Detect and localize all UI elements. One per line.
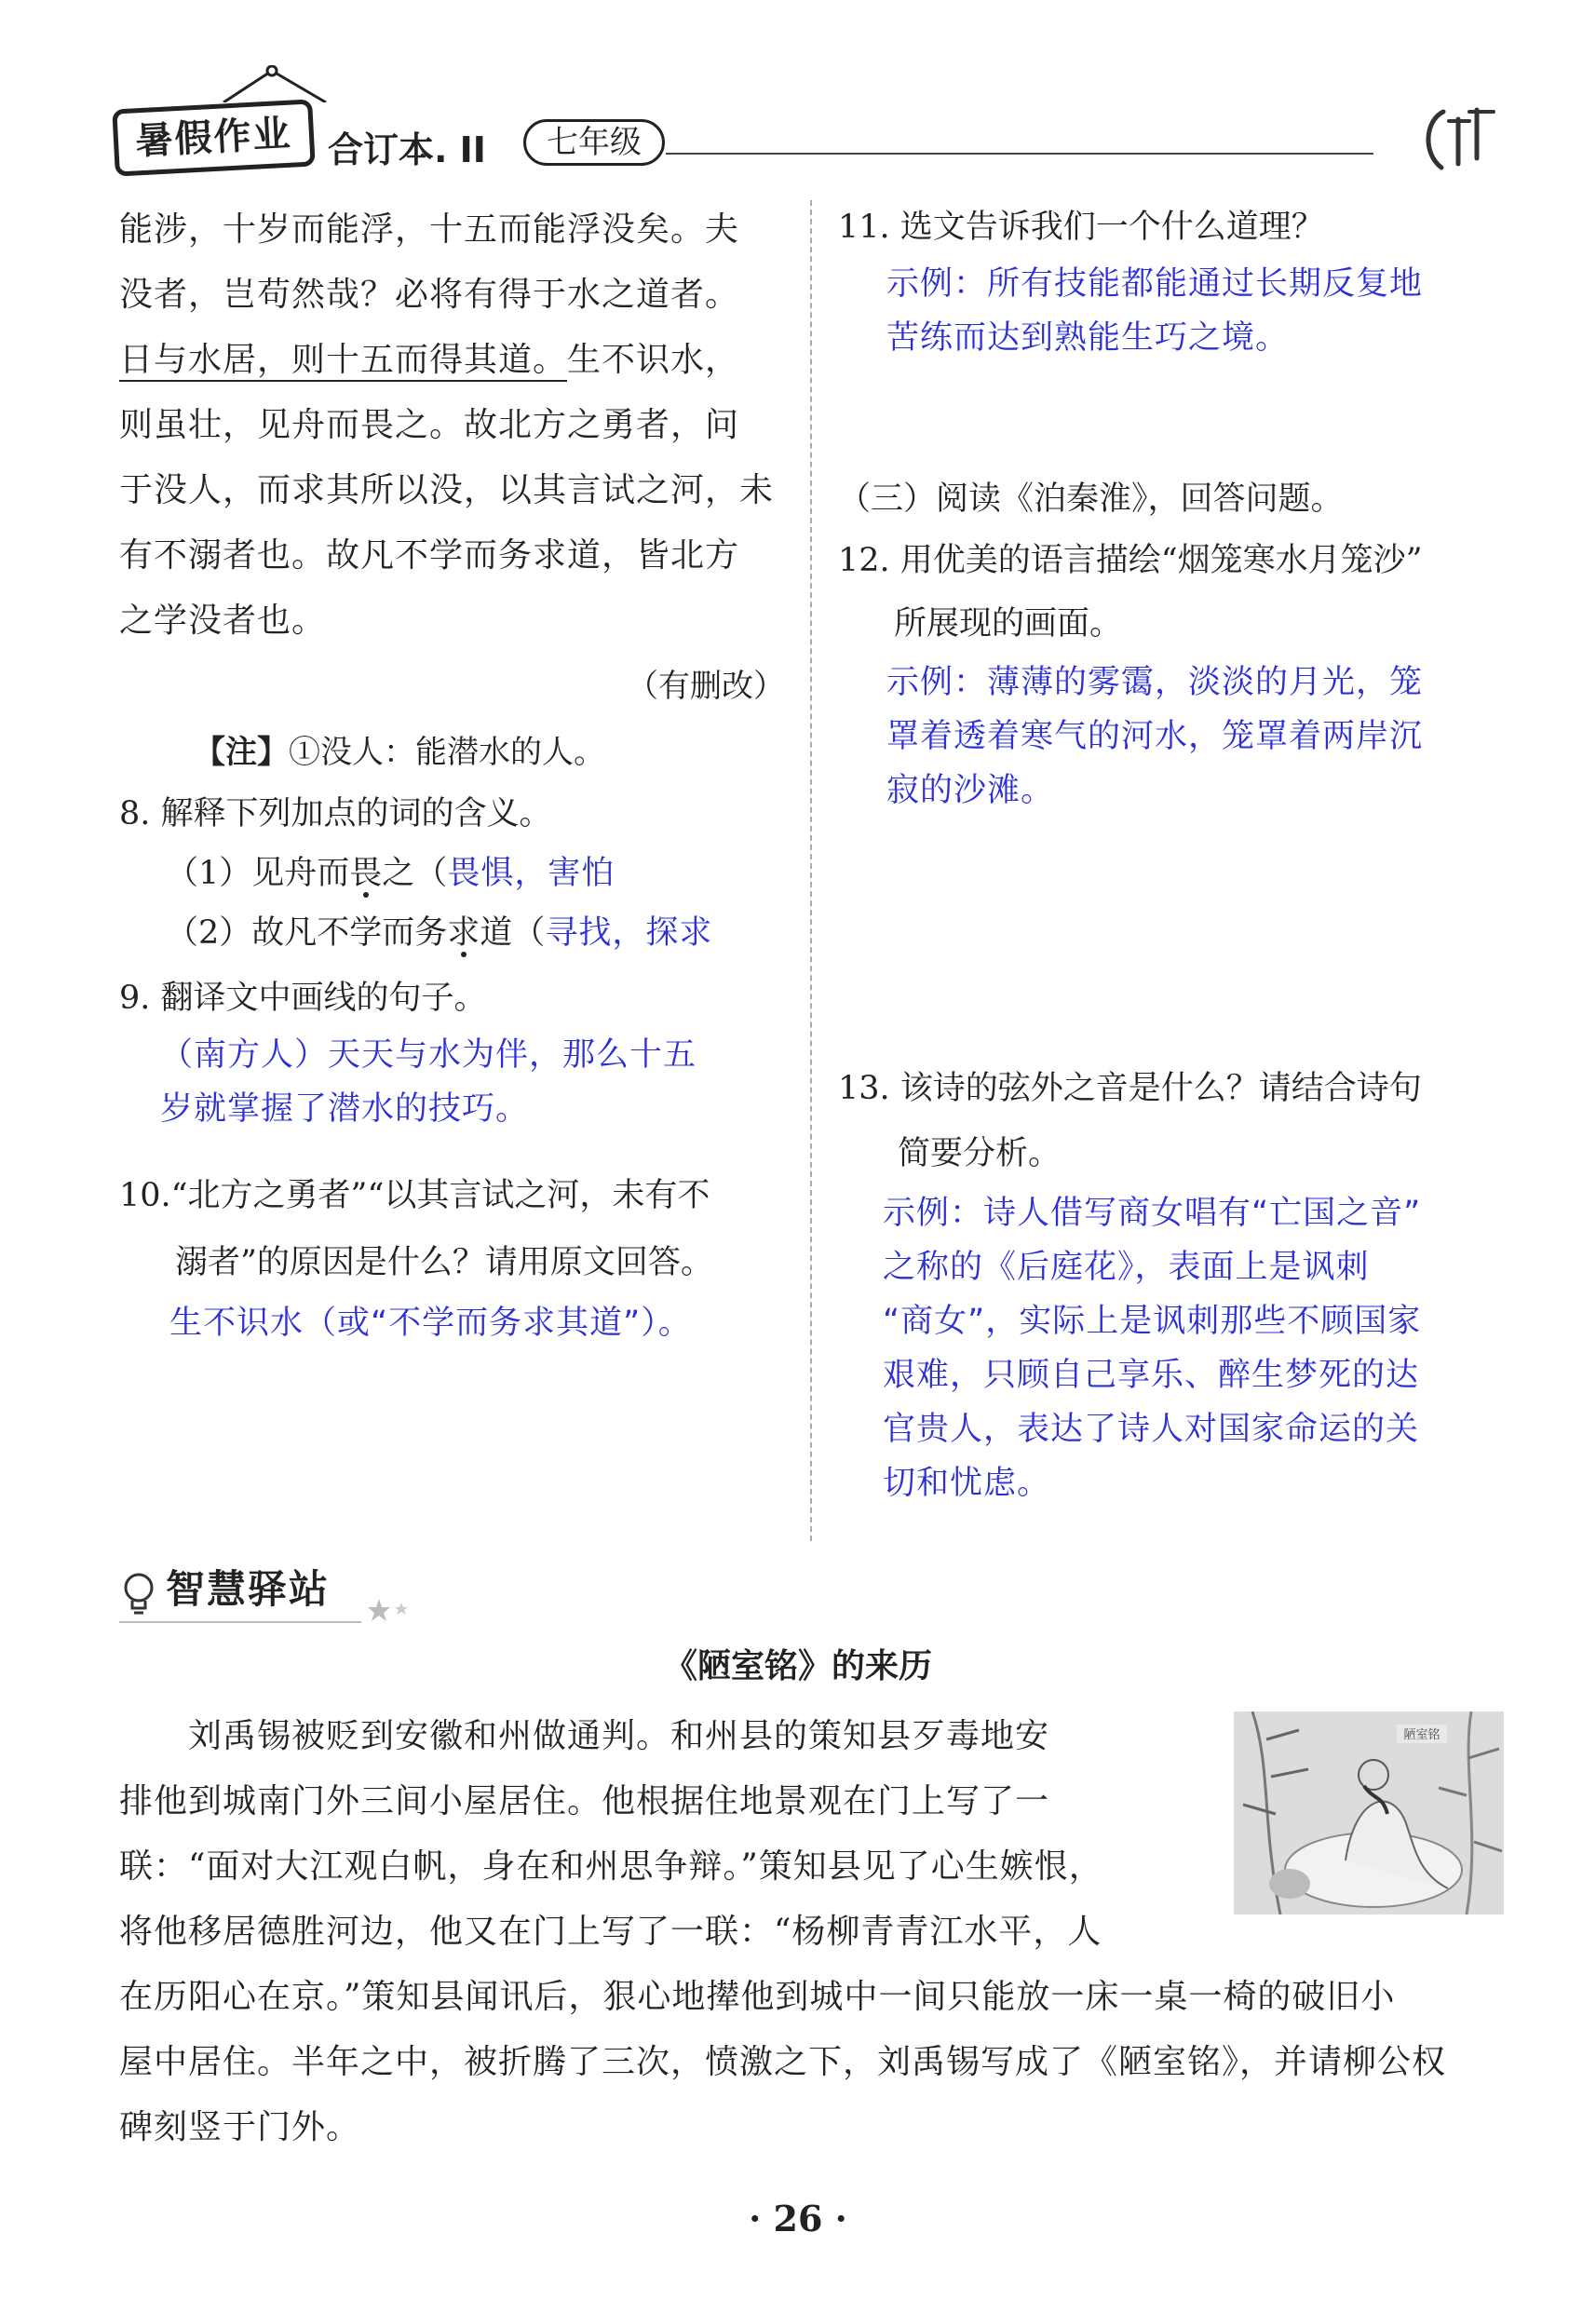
section-underline	[119, 1621, 361, 1623]
note-text: ①没人：能潜水的人。	[289, 734, 605, 771]
series-brand-label: 暑假作业	[112, 99, 315, 176]
dotted-word: 畏	[349, 855, 383, 892]
question-stem: 8. 解释下列加点的词的含义。	[119, 795, 552, 832]
answer-line: “商女”，实际上是讽刺那些不顾国家	[883, 1303, 1422, 1340]
story-line: 联：“面对大江观白帆，身在和州思争辩。”策知县见了心生嫉恨，	[119, 1847, 1103, 1886]
passage-line: 于没人，而求其所以没，以其言试之河，未	[119, 471, 775, 509]
answer-block	[838, 656, 1508, 818]
story-line: 碑刻竖于门外。	[119, 2108, 361, 2146]
right-column	[838, 197, 1508, 1510]
question-8	[119, 784, 785, 963]
question-13	[838, 1056, 1508, 1186]
left-column	[119, 197, 785, 1350]
story-line: 屋中居住。半年之中，被折腾了三次，愤激之下，刘禹锡写成了《陋室铭》，并请柳公权	[119, 2043, 1447, 2081]
section-header	[119, 1560, 417, 1625]
question-stem: 13. 该诗的弦外之音是什么？请结合诗句	[838, 1070, 1422, 1107]
question-stem: 10.“北方之勇者”“以其言试之河，未有不	[119, 1177, 710, 1214]
answer-line: 官贵人，表达了诗人对国家命运的关	[883, 1411, 1420, 1448]
column-divider	[810, 200, 812, 1541]
header-rule	[666, 153, 1373, 155]
answer-line: 岁就掌握了潜水的技巧。	[160, 1090, 530, 1128]
annotation-note	[119, 723, 785, 782]
answer-text: 畏惧，害怕	[447, 855, 615, 892]
passage-line: 有不溺者也。故凡不学而务求道，皆北方	[119, 536, 740, 575]
question-11	[838, 197, 1508, 257]
sub-question-1: （1）见舟而畏之（畏惧，害怕	[166, 855, 615, 892]
passage-line: 之学没者也。	[119, 602, 327, 640]
answer-line: 切和忧虑。	[883, 1465, 1051, 1502]
answer-block	[838, 1186, 1508, 1510]
sub-question-2: （2）故凡不学而务求道（寻找，探求	[166, 914, 713, 952]
story-line: 刘禹锡被贬到安徽和州做通判。和州县的策知县歹毒地安	[119, 1717, 1050, 1755]
answer-line: 示例：薄薄的雾霭，淡淡的月光，笼	[886, 664, 1424, 701]
answer-block	[119, 1028, 785, 1136]
ink-painting-illustration	[1234, 1711, 1504, 1914]
story-title: 《陋室铭》的来历	[663, 1647, 932, 1685]
question-9	[119, 968, 785, 1028]
question-stem: 12. 用优美的语言描绘“烟笼寒水月笼沙”	[838, 542, 1423, 579]
question-10	[119, 1162, 785, 1296]
answer-line: 之称的《后庭花》，表面上是讽刺	[883, 1249, 1370, 1286]
scholar-painting-image	[1234, 1711, 1504, 1914]
passage-line: 能涉，十岁而能浮，十五而能浮没矣。夫	[119, 210, 740, 249]
passage-line: 没者，岂苟然哉？必将有得于水之道者。	[119, 276, 740, 314]
page-header	[112, 65, 1508, 177]
lightbulb-icon	[119, 1571, 158, 1617]
story-line: 在历阳心在京。”策知县闻讯后，狠心地撵他到城中一间只能放一床一桌一椅的破旧小	[119, 1978, 1396, 2016]
source-note: （有删改）	[627, 668, 785, 705]
painting-inscription: 陋室铭	[1403, 1728, 1440, 1742]
story-line: 将他移居德胜河边，他又在门上写了一联：“杨柳青青江水平，人	[119, 1913, 1102, 1951]
question-stem: 11. 选文告诉我们一个什么道理？	[838, 209, 1324, 246]
passage-line: 日与水居，则十五而得其道。生不识水，	[119, 341, 740, 379]
answer-line: 罩着透着寒气的河水，笼罩着两岸沉	[886, 718, 1424, 755]
dotted-word: 求	[447, 914, 480, 952]
answer-line: 示例：所有技能都能通过长期反复地	[886, 265, 1424, 303]
answer-line: 艰难，只顾自己享乐、醉生梦死的达	[883, 1357, 1420, 1394]
answer-line: 苦练而达到熟能生巧之境。	[886, 319, 1290, 357]
edition-label: 合订本. II	[328, 129, 486, 170]
part-3-heading: （三）阅读《泊秦淮》，回答问题。	[838, 480, 1344, 518]
grade-badge: 七年级	[523, 119, 665, 166]
classical-passage	[119, 197, 785, 654]
question-stem: 溺者”的原因是什么？请用原文回答。	[175, 1244, 713, 1281]
passage-line: 则虽壮，见舟而畏之。故北方之勇者，问	[119, 406, 740, 444]
question-12	[838, 529, 1508, 656]
answer-block	[119, 1296, 785, 1350]
hanging-string-icon	[214, 65, 335, 102]
answer-block	[838, 257, 1508, 365]
decorative-corner-icon	[1415, 102, 1499, 177]
answer-line: 生不识水（或“不学而务求其道”）。	[169, 1305, 692, 1342]
page-number: · 26 ·	[749, 2198, 847, 2239]
answer-line: 示例：诗人借写商女唱有“亡国之音”	[883, 1195, 1422, 1232]
question-stem: 简要分析。	[898, 1135, 1062, 1172]
stars-icon	[366, 1597, 413, 1625]
question-stem: 所展现的画面。	[894, 605, 1123, 643]
story-line: 排他到城南门外三间小屋居住。他根据住地景观在门上写了一	[119, 1782, 1050, 1820]
note-label: 【注】	[194, 734, 289, 771]
answer-line: 寂的沙滩。	[886, 772, 1055, 809]
question-stem: 9. 翻译文中画线的句子。	[119, 980, 487, 1017]
answer-text: 寻找，探求	[545, 914, 713, 952]
answer-line: （南方人）天天与水为伴，那么十五	[160, 1036, 697, 1074]
section-title: 智慧驿站	[166, 1566, 331, 1612]
underlined-sentence: 日与水居，则十五而得其道。	[119, 341, 568, 379]
